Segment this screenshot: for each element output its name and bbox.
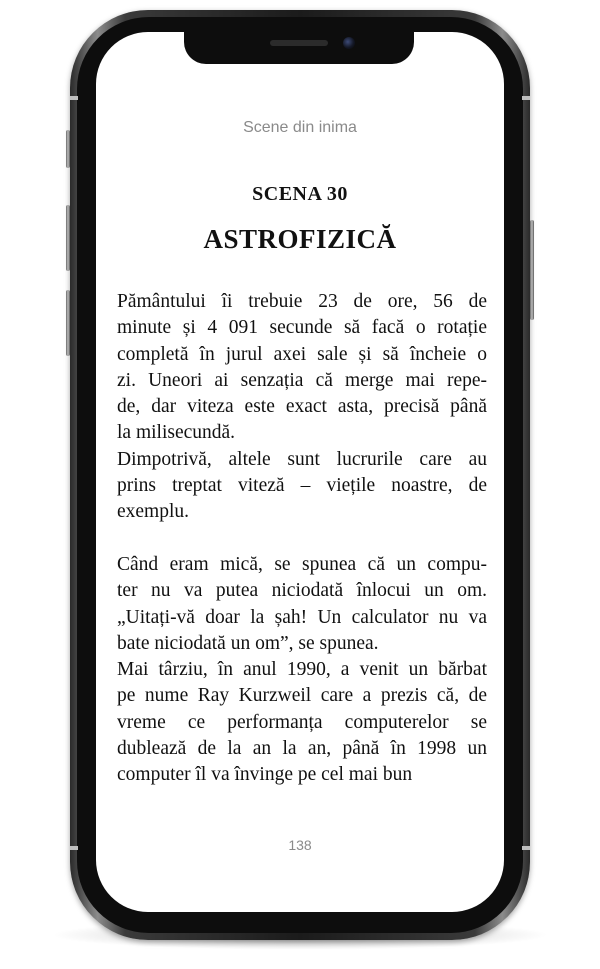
text-line: ter nu va putea niciodată înlocui un om. bbox=[117, 580, 487, 602]
scene-label: SCENA 30 bbox=[252, 183, 348, 205]
text-line: Mai târziu, în anul 1990, a venit un bărbat bbox=[117, 659, 487, 681]
text-line: de, dar viteza este exact asta, precisă până bbox=[117, 396, 487, 418]
page-number: 138 bbox=[288, 837, 312, 853]
silent-switch bbox=[66, 130, 70, 168]
front-camera-icon bbox=[343, 37, 355, 49]
antenna-band bbox=[70, 846, 78, 850]
antenna-band bbox=[522, 846, 530, 850]
text-line: zi. Uneori ai senzația că merge mai repe- bbox=[117, 369, 487, 391]
text-line: Când eram mică, se spunea că un compu- bbox=[117, 553, 487, 575]
paragraph-gap bbox=[117, 526, 487, 552]
text-line: prins treptat viteză – viețile noastre, de bbox=[117, 475, 487, 497]
chapter-title: ASTROFIZICĂ bbox=[203, 224, 397, 254]
text-line: completă în jurul axei sale și să încheie o bbox=[117, 343, 487, 365]
volume-down-button bbox=[66, 290, 70, 356]
text-line: pe nume Ray Kurzweil care a prezis că, de bbox=[117, 685, 487, 707]
text-line: „Uitați-vă doar la șah! Un calculator nu va bbox=[117, 606, 487, 628]
page-text[interactable] bbox=[117, 289, 487, 789]
running-header: Scene din inima bbox=[243, 119, 357, 136]
text-line: bate niciodată un om”, se spunea. bbox=[117, 632, 379, 654]
text-line: vreme ce performanța computerelor se bbox=[117, 711, 487, 733]
antenna-band bbox=[522, 96, 530, 100]
volume-up-button bbox=[66, 205, 70, 271]
text-line: minute și 4 091 secunde să facă o rotație bbox=[117, 317, 487, 339]
notch bbox=[184, 30, 414, 64]
antenna-band bbox=[70, 96, 78, 100]
side-power-button bbox=[530, 220, 534, 320]
text-line: exemplu. bbox=[117, 501, 190, 523]
text-line: Pământului îi trebuie 23 de ore, 56 de bbox=[117, 291, 487, 312]
text-line: la milisecundă. bbox=[117, 422, 236, 444]
text-line: computer îl va învinge pe cel mai bun bbox=[117, 764, 413, 786]
text-line: Dimpotrivă, altele sunt lucrurile care au bbox=[117, 448, 487, 470]
text-line: dublează de la an la an, până în 1998 un bbox=[117, 738, 487, 760]
earpiece-speaker bbox=[270, 40, 328, 46]
